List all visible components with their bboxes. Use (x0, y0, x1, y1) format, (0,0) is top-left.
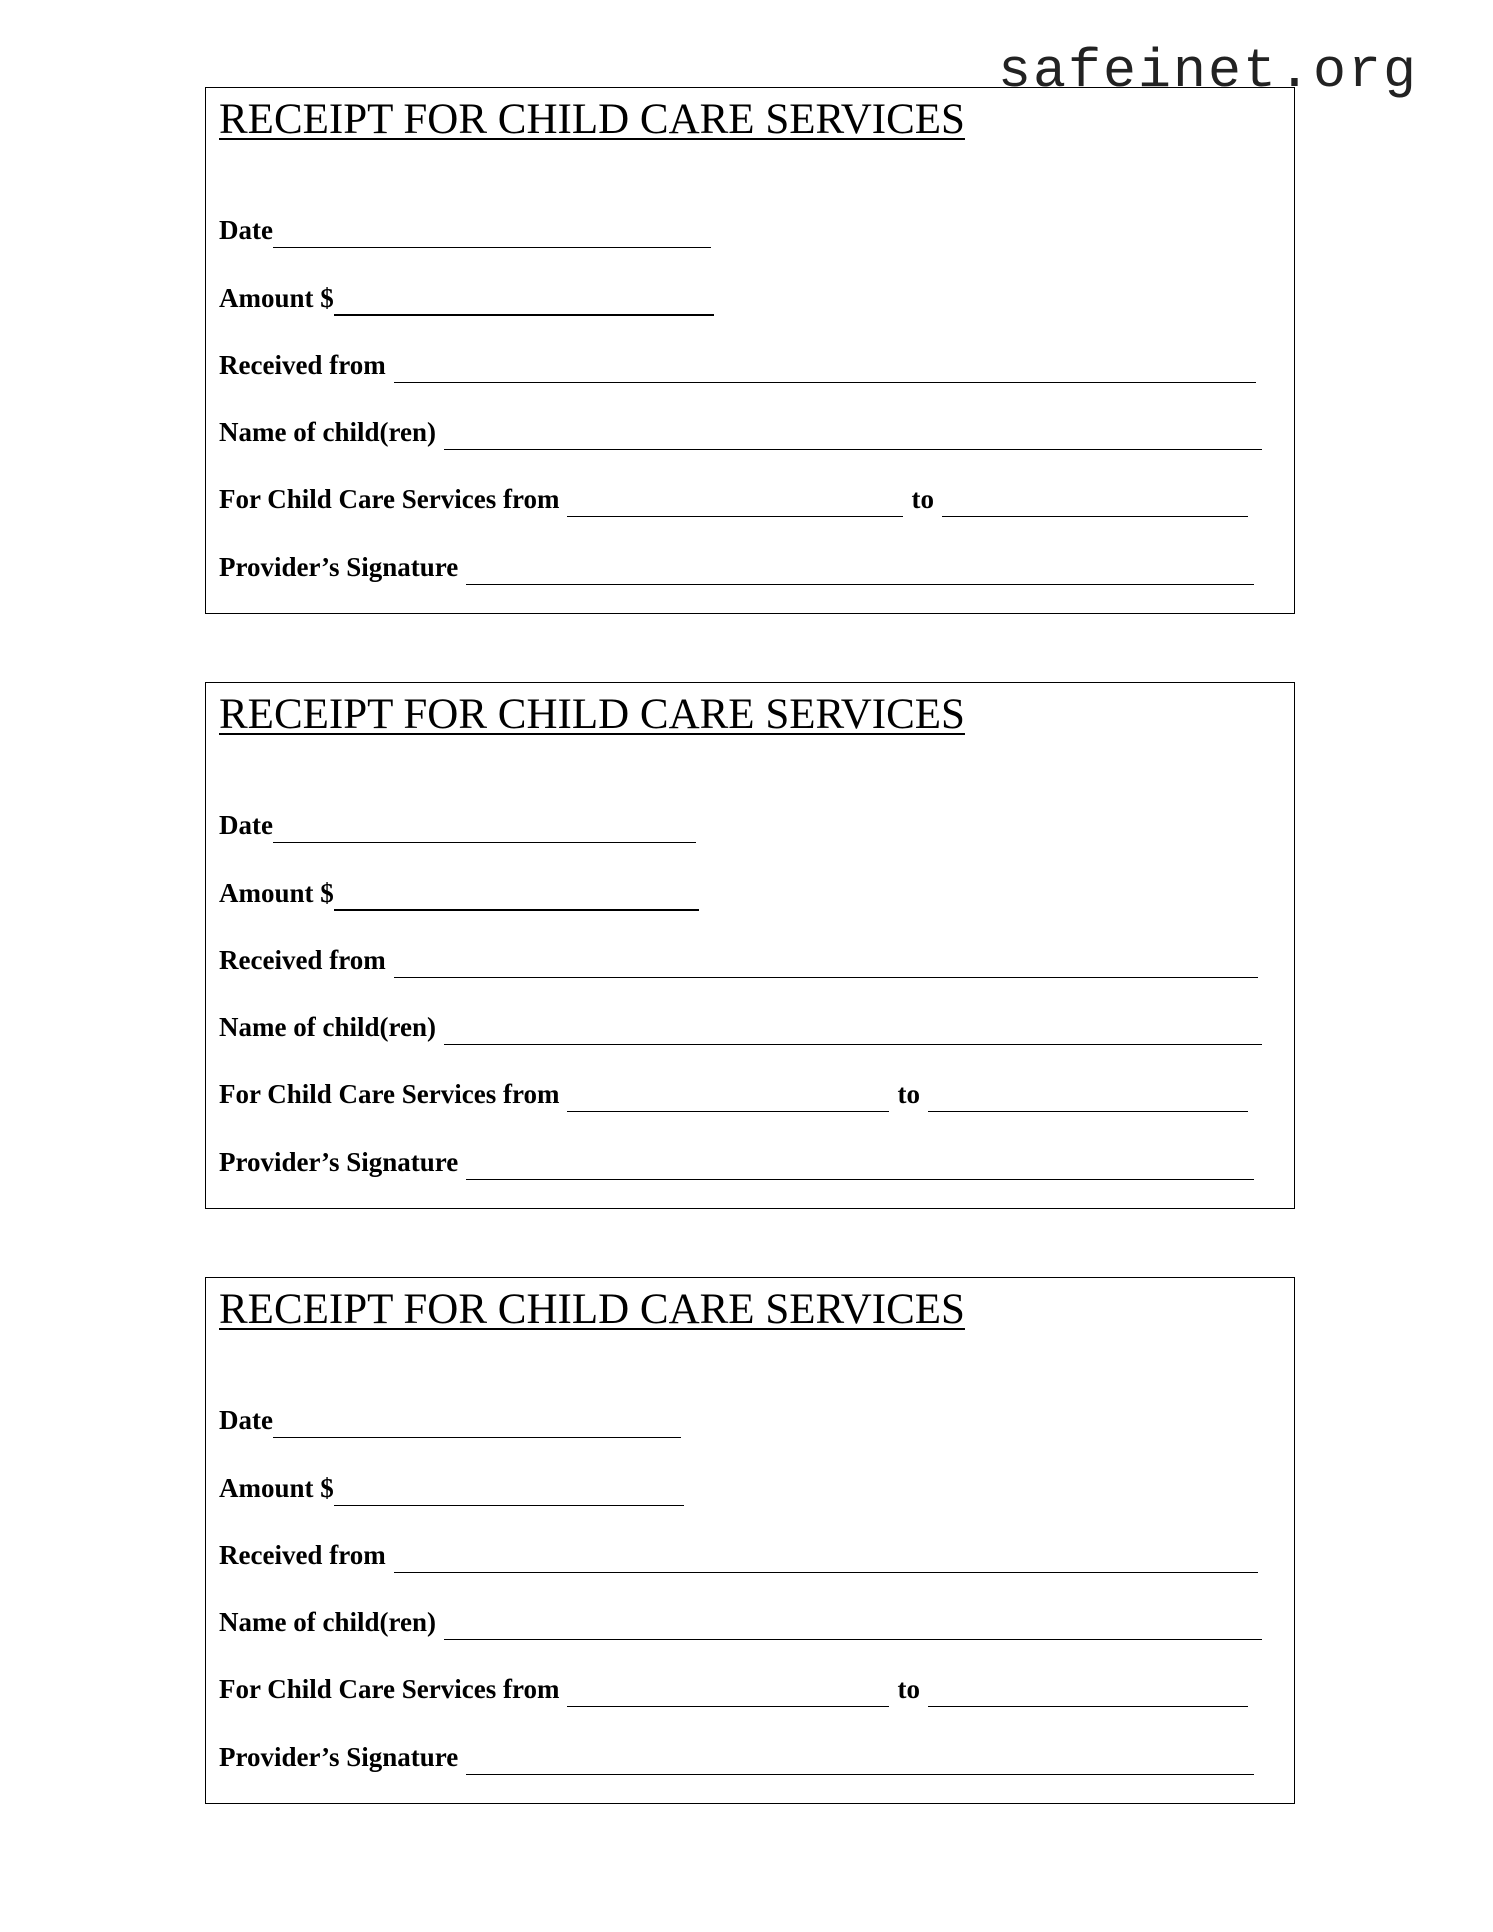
services-from-label: For Child Care Services from (219, 1674, 560, 1704)
received-from-field (219, 940, 1258, 974)
date-blank[interactable] (273, 246, 711, 248)
services-to-blank[interactable] (928, 1110, 1248, 1112)
children-field (219, 1007, 1262, 1041)
amount-blank[interactable] (334, 1504, 684, 1506)
services-to-label: to (897, 1079, 920, 1109)
children-label: Name of child(ren) (219, 1607, 436, 1637)
received-from-blank[interactable] (394, 976, 1258, 978)
services-from-label: For Child Care Services from (219, 1079, 560, 1109)
received-from-blank[interactable] (394, 1571, 1258, 1573)
date-label: Date (219, 1405, 273, 1435)
date-field (219, 210, 711, 244)
services-to-blank[interactable] (942, 515, 1248, 517)
date-field (219, 805, 696, 839)
services-from-blank[interactable] (567, 1110, 889, 1112)
services-to-label: to (911, 484, 934, 514)
services-from-label: For Child Care Services from (219, 484, 560, 514)
receipt-title: RECEIPT FOR CHILD CARE SERVICES (219, 691, 965, 738)
children-blank[interactable] (444, 1043, 1262, 1045)
watermark-text: safeinet.org (998, 40, 1419, 103)
children-label: Name of child(ren) (219, 1012, 436, 1042)
amount-field (219, 873, 699, 907)
receipt-card-2 (205, 682, 1295, 1209)
services-to-blank[interactable] (928, 1705, 1248, 1707)
date-blank[interactable] (273, 841, 696, 843)
signature-label: Provider’s Signature (219, 1742, 459, 1772)
amount-blank[interactable] (334, 908, 699, 911)
amount-label: Amount $ (219, 1473, 334, 1503)
services-period-field (219, 479, 1248, 513)
signature-field (219, 547, 1254, 581)
receipt-card-3 (205, 1277, 1295, 1804)
received-from-field (219, 1535, 1258, 1569)
signature-field (219, 1142, 1254, 1176)
children-blank[interactable] (444, 448, 1262, 450)
received-from-label: Received from (219, 350, 386, 380)
signature-label: Provider’s Signature (219, 1147, 459, 1177)
date-field (219, 1400, 681, 1434)
services-period-field (219, 1074, 1248, 1108)
signature-blank[interactable] (466, 583, 1254, 585)
signature-blank[interactable] (466, 1773, 1254, 1775)
amount-blank[interactable] (334, 313, 714, 316)
services-from-blank[interactable] (567, 1705, 889, 1707)
services-from-blank[interactable] (567, 515, 903, 517)
received-from-blank[interactable] (394, 381, 1256, 383)
receipt-card-1 (205, 87, 1295, 614)
signature-blank[interactable] (466, 1178, 1254, 1180)
receipt-title: RECEIPT FOR CHILD CARE SERVICES (219, 1286, 965, 1333)
children-field (219, 1602, 1262, 1636)
services-period-field (219, 1669, 1248, 1703)
signature-label: Provider’s Signature (219, 552, 459, 582)
signature-field (219, 1737, 1254, 1771)
amount-label: Amount $ (219, 283, 334, 313)
received-from-label: Received from (219, 1540, 386, 1570)
amount-field (219, 1468, 684, 1502)
children-blank[interactable] (444, 1638, 1262, 1640)
services-to-label: to (897, 1674, 920, 1704)
amount-field (219, 278, 714, 312)
receipt-title: RECEIPT FOR CHILD CARE SERVICES (219, 96, 965, 143)
amount-label: Amount $ (219, 878, 334, 908)
children-field (219, 412, 1262, 446)
date-label: Date (219, 215, 273, 245)
children-label: Name of child(ren) (219, 417, 436, 447)
received-from-field (219, 345, 1256, 379)
date-blank[interactable] (273, 1436, 681, 1438)
date-label: Date (219, 810, 273, 840)
received-from-label: Received from (219, 945, 386, 975)
